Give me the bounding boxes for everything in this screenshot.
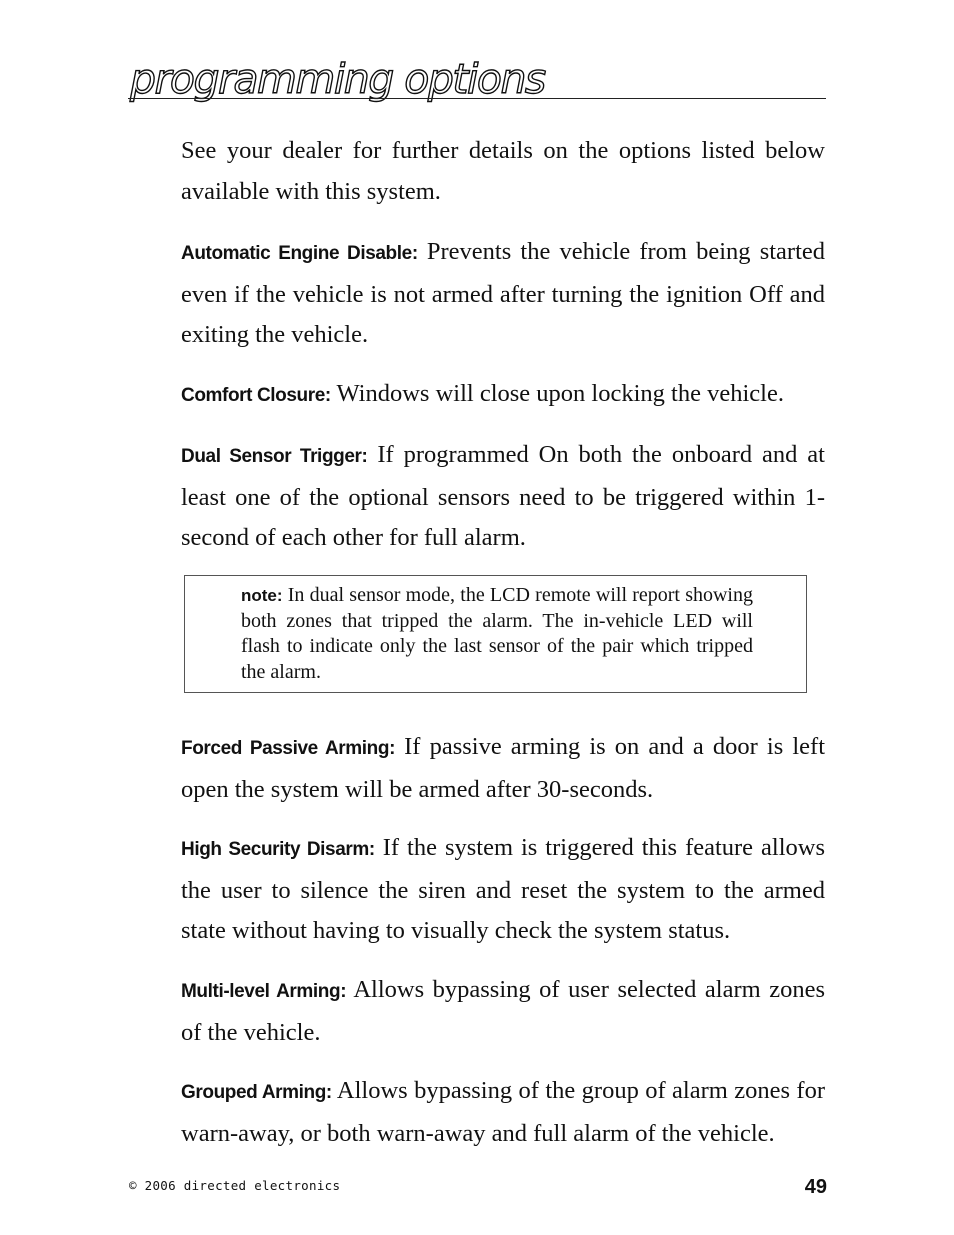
option-description: Prevents the vehicle from being started even if the vehicle is not armed after turning the ignition Off and exiting the vehicle. bbox=[181, 238, 825, 348]
note-text bbox=[241, 583, 753, 685]
intro-paragraph: See your dealer for further details on the options listed below available with this system. bbox=[181, 137, 825, 205]
option-separator: : bbox=[340, 981, 347, 1002]
option-description: If the system is triggered this feature allows the user to silence the siren and reset the system to the armed state without having to visually check the system status. bbox=[181, 834, 825, 944]
option-multi-level-arming bbox=[181, 970, 825, 1053]
option-term: Dual Sensor Trigger bbox=[181, 446, 362, 467]
page-header bbox=[128, 55, 826, 103]
option-description: If programmed On both the onboard and at least one of the optional sensors need to be triggered within 1-second of each other for full alarm. bbox=[181, 441, 825, 551]
option-separator: : bbox=[324, 385, 331, 406]
option-automatic-engine-disable bbox=[181, 232, 825, 356]
option-grouped-arming bbox=[181, 1071, 825, 1154]
option-description: If passive arming is on and a door is left open the system will be armed after 30-seconds. bbox=[181, 733, 825, 803]
option-separator: : bbox=[389, 738, 396, 759]
option-description: Allows bypassing of user selected alarm zones of the vehicle. bbox=[181, 976, 826, 1046]
option-separator: : bbox=[361, 446, 368, 467]
note-label: note: bbox=[241, 586, 283, 605]
copyright-footer: © 2006 directed electronics bbox=[129, 1178, 341, 1193]
page-title: programming options bbox=[130, 55, 545, 103]
title-rule bbox=[128, 98, 826, 99]
option-term: Automatic Engine Disable bbox=[181, 243, 412, 264]
note-box bbox=[184, 575, 807, 693]
note-body: In dual sensor mode, the LCD remote will report showing both zones that tripped the alarm. The in-vehicle LED will flash to indicate only the last sensor of the pair which tripped the alarm. bbox=[241, 584, 753, 683]
option-term: Comfort Closure bbox=[181, 385, 325, 406]
option-description: Allows bypassing of the group of alarm zones for warn-away, or both warn-away and full alarm of the vehicle. bbox=[181, 1077, 825, 1147]
option-term: Grouped Arming bbox=[181, 1082, 326, 1103]
option-term: High Security Disarm: bbox=[181, 839, 375, 860]
option-separator: : bbox=[325, 1082, 332, 1103]
page-number: 49 bbox=[804, 1176, 827, 1198]
option-comfort-closure bbox=[181, 374, 825, 417]
option-term: Multi-level Arming bbox=[181, 981, 341, 1002]
option-description: Windows will close upon locking the vehicle. bbox=[330, 380, 784, 407]
option-term: Forced Passive Arming bbox=[181, 738, 390, 759]
option-separator: : bbox=[411, 243, 418, 264]
option-forced-passive-arming bbox=[181, 727, 825, 810]
option-high-security-disarm bbox=[181, 828, 825, 952]
option-dual-sensor-trigger bbox=[181, 435, 825, 559]
